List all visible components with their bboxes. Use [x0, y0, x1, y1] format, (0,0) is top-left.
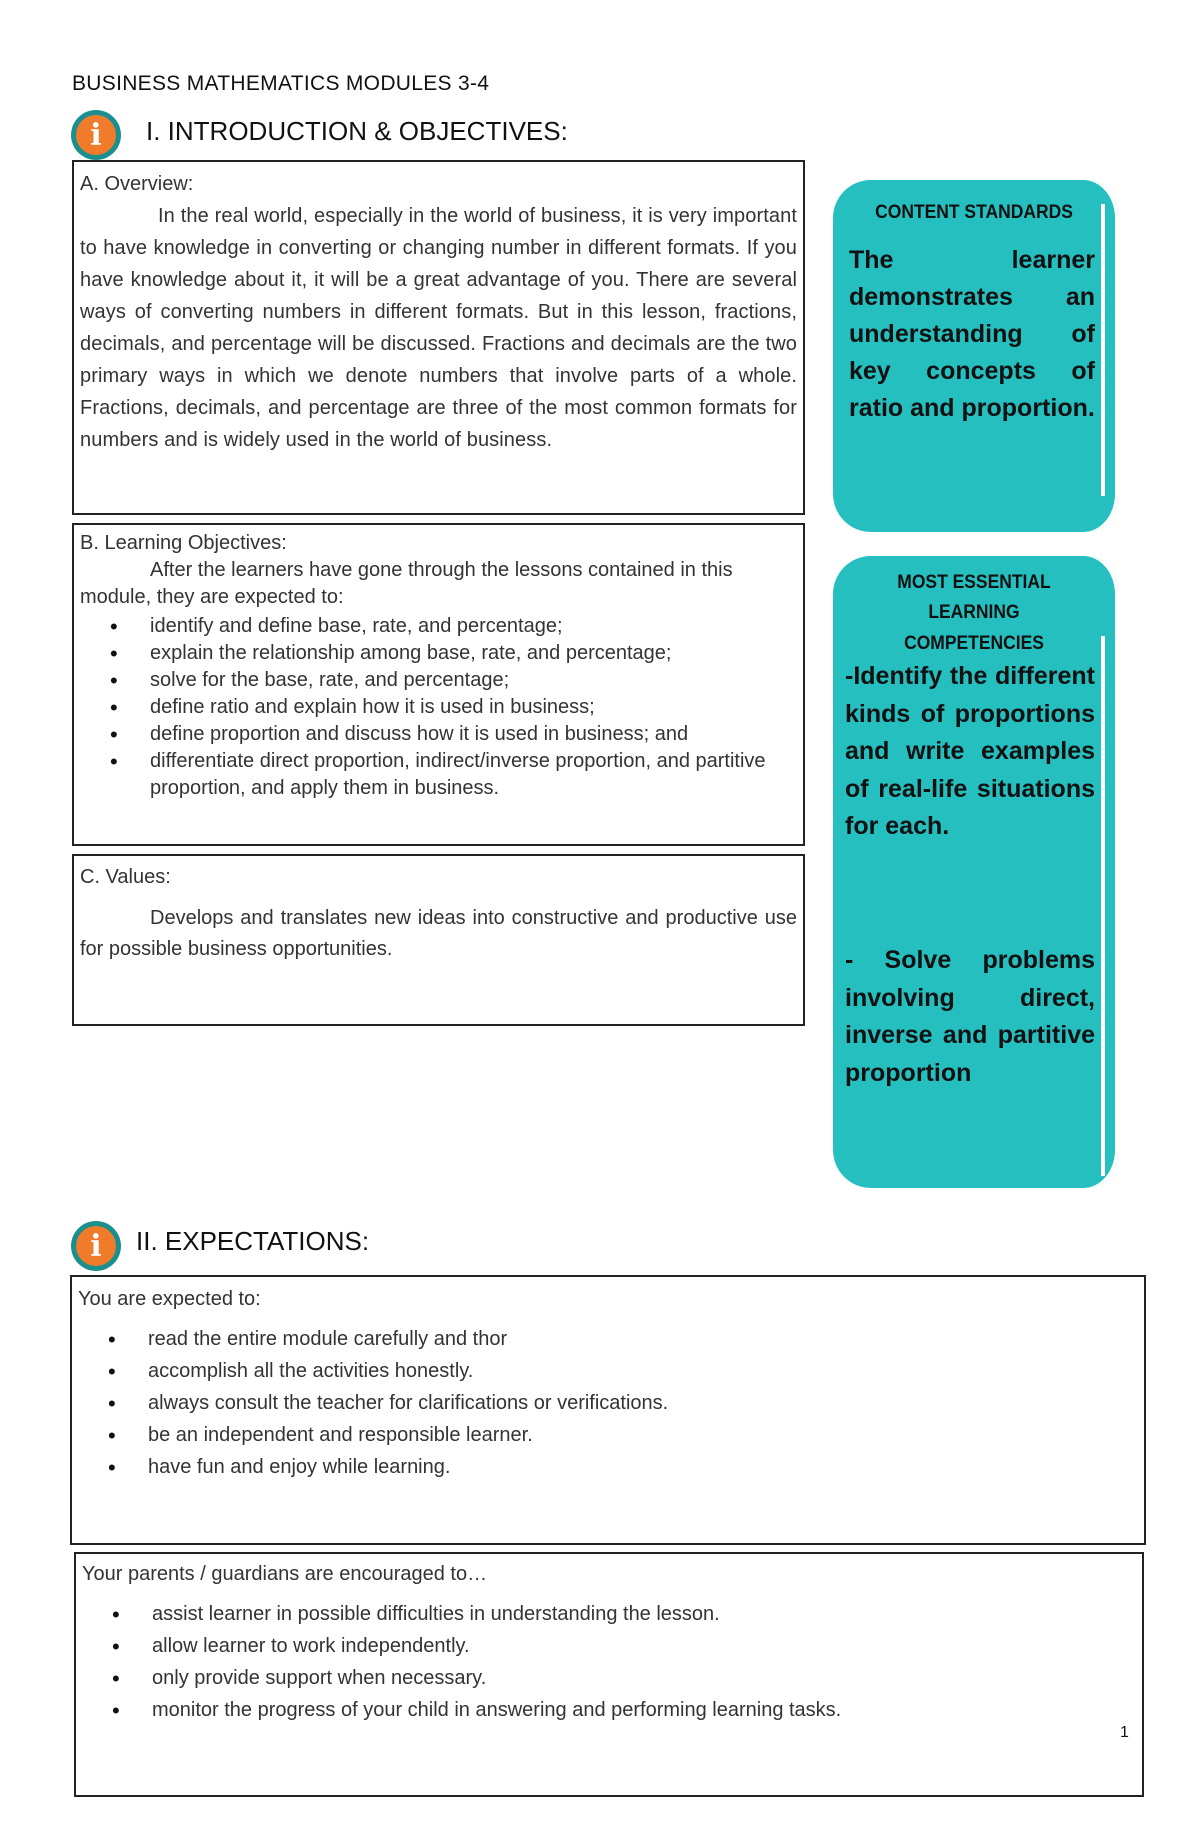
content-standards-card	[833, 180, 1125, 532]
list-item: • be an independent and responsible learner.	[148, 1419, 1138, 1451]
overview-label: A. Overview:	[80, 173, 194, 195]
objectives-intro: After the learners have gone through the lessons contained in this module, they are expected to:	[80, 559, 733, 608]
parents-expectations-list	[82, 1598, 1136, 1726]
melc-card	[833, 556, 1125, 1188]
melc-item-1: -Identify the different kinds of proportions and write examples of real-life situations for each.	[845, 662, 1095, 840]
info-icon: i	[71, 1221, 121, 1271]
list-item: • have fun and enjoy while learning.	[148, 1451, 1138, 1483]
list-item: • only provide support when necessary.	[152, 1662, 1136, 1694]
learner-expectations-intro: You are expected to:	[78, 1288, 261, 1310]
document-title: BUSINESS MATHEMATICS MODULES 3-4	[72, 72, 490, 95]
values-label: C. Values:	[80, 866, 171, 888]
list-item: • allow learner to work independently.	[152, 1630, 1136, 1662]
list-item: • monitor the progress of your child in answering and performing learning tasks.	[152, 1694, 1136, 1726]
section-intro-heading: I. INTRODUCTION & OBJECTIVES:	[146, 116, 568, 146]
list-item: • always consult the teacher for clarifications or verifications.	[148, 1387, 1138, 1419]
overview-text: In the real world, especially in the world of business, it is very important to have knowledge in converting or changing number in different formats. If you have knowledge about it, it will be a great advantage of you. There are several ways of converting numbers in different formats. But in this lesson, fractions, decimals, and percentage will be discussed. Fractions and decimals are the two primary ways in which we denote numbers that involve parts of a whole. Fractions, decimals, and percentage are three of the most common formats for numbers and is widely used in the world of business.	[80, 205, 797, 451]
list-item: • solve for the base, rate, and percentage;	[150, 667, 797, 694]
melc-title: MOST ESSENTIAL LEARNING COMPETENCIES	[897, 572, 1051, 654]
list-item: • accomplish all the activities honestly.	[148, 1355, 1138, 1387]
list-item: • define ratio and explain how it is used in business;	[150, 694, 797, 721]
values-text: Develops and translates new ideas into constructive and productive use for possible business opportunities.	[80, 907, 797, 960]
objectives-list	[80, 613, 797, 802]
melc-item-2: - Solve problems involving direct, inverse and partitive proportion	[845, 946, 1095, 1087]
learner-expectations-box	[70, 1275, 1146, 1545]
list-item: • differentiate direct proportion, indirect/inverse proportion, and partitive proportion, and apply them in business.	[150, 748, 797, 802]
objectives-box	[72, 523, 805, 846]
list-item: • assist learner in possible difficulties in understanding the lesson.	[152, 1598, 1136, 1630]
list-item: • identify and define base, rate, and percentage;	[150, 613, 797, 640]
overview-box	[72, 160, 805, 515]
parents-expectations-intro: Your parents / guardians are encouraged to…	[82, 1563, 488, 1585]
learner-expectations-list	[78, 1323, 1138, 1483]
page-number: 1	[1120, 1724, 1129, 1741]
info-icon: i	[71, 110, 121, 160]
parents-expectations-box	[74, 1552, 1144, 1797]
content-standards-text: The learner demonstrates an understanding of key concepts of ratio and proportion.	[849, 246, 1095, 422]
values-box	[72, 854, 805, 1026]
list-item: • explain the relationship among base, rate, and percentage;	[150, 640, 797, 667]
list-item: • define proportion and discuss how it is used in business; and	[150, 721, 797, 748]
section-expectations-heading: II. EXPECTATIONS:	[136, 1226, 370, 1256]
content-standards-title: CONTENT STANDARDS	[875, 202, 1073, 223]
list-item: • read the entire module carefully and thor	[148, 1323, 1138, 1355]
objectives-label: B. Learning Objectives:	[80, 532, 287, 554]
